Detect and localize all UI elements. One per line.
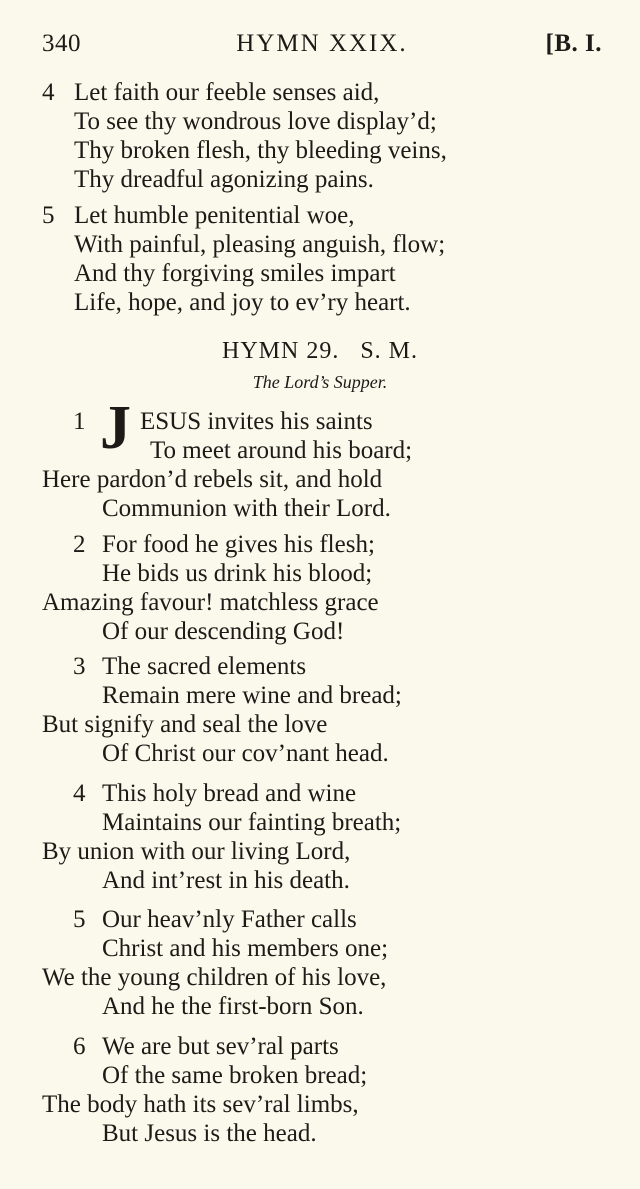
stanza-line bbox=[73, 530, 375, 559]
hymn-title: HYMN 29. S. M. bbox=[221, 338, 419, 364]
drop-cap: J bbox=[100, 394, 131, 462]
verse-text: The sacred elements bbox=[102, 653, 307, 680]
stanza-line: Amazing favour! matchless grace bbox=[42, 589, 379, 616]
stanza-line: Here pardon’d rebels sit, and hold bbox=[42, 466, 383, 493]
stanza-line: Of Christ our cov’nant head. bbox=[102, 740, 389, 767]
stanza-line: Maintains our fainting breath; bbox=[102, 809, 402, 836]
hymn-subtitle: The Lord’s Supper. bbox=[252, 372, 388, 392]
stanza-line: By union with our living Lord, bbox=[42, 838, 351, 865]
stanza-number: 6 bbox=[73, 1033, 86, 1060]
stanza-line: But signify and seal the love bbox=[42, 711, 328, 738]
stanza-line: He bids us drink his blood; bbox=[102, 560, 373, 587]
stanza-line: Christ and his members one; bbox=[102, 935, 389, 962]
stanza-number: 4 bbox=[42, 79, 55, 106]
verse-text: Our heav’nly Father calls bbox=[102, 906, 357, 933]
verse-text: Let humble penitential woe, bbox=[74, 202, 355, 229]
stanza-line bbox=[42, 201, 354, 230]
verse-text: Let faith our feeble senses aid, bbox=[74, 79, 380, 106]
stanza-line: To see thy wondrous love display’d; bbox=[74, 108, 437, 135]
stanza-number: 5 bbox=[42, 202, 55, 229]
stanza-line bbox=[73, 779, 356, 808]
stanza-line: And he the first-born Son. bbox=[102, 993, 364, 1020]
stanza-line bbox=[42, 78, 379, 107]
stanza-line bbox=[73, 1032, 339, 1061]
stanza-line: And thy forgiving smiles impart bbox=[74, 260, 396, 287]
verse-text: We are but sev’ral parts bbox=[102, 1033, 339, 1060]
stanza-line: We the young children of his love, bbox=[42, 964, 387, 991]
stanza-line: And int’rest in his death. bbox=[102, 867, 350, 894]
stanza-line: Communion with their Lord. bbox=[102, 495, 391, 522]
stanza-line: Life, hope, and joy to ev’ry heart. bbox=[74, 289, 411, 316]
verse-text: This holy bread and wine bbox=[102, 780, 357, 807]
page-number: 340 bbox=[42, 30, 81, 57]
stanza-number: 3 bbox=[73, 653, 86, 680]
stanza-line: Thy dreadful agonizing pains. bbox=[74, 166, 374, 193]
book-marker: [B. I. bbox=[545, 30, 602, 57]
stanza-number: 2 bbox=[73, 531, 86, 558]
stanza-line: Of the same broken bread; bbox=[102, 1062, 368, 1089]
running-head bbox=[42, 30, 602, 66]
stanza-line: The body hath its sev’ral limbs, bbox=[42, 1091, 359, 1118]
stanza-line bbox=[73, 905, 357, 934]
stanza-number: 1 bbox=[73, 408, 86, 435]
stanza-line: Thy broken flesh, thy bleeding veins, bbox=[74, 137, 447, 164]
stanza-line bbox=[73, 652, 306, 681]
stanza-line: To meet around his board; bbox=[150, 437, 413, 464]
stanza-number: 4 bbox=[73, 780, 86, 807]
stanza-line: Of our descending God! bbox=[102, 618, 345, 645]
stanza-line: Remain mere wine and bread; bbox=[102, 682, 402, 709]
stanza-line: With painful, pleasing anguish, flow; bbox=[74, 231, 446, 258]
stanza-line: ESUS invites his saints bbox=[140, 408, 373, 435]
verse-text: For food he gives his flesh; bbox=[102, 531, 375, 558]
stanza-number: 5 bbox=[73, 906, 86, 933]
stanza-line: But Jesus is the head. bbox=[102, 1120, 317, 1147]
running-title: HYMN XXIX. bbox=[236, 30, 408, 57]
